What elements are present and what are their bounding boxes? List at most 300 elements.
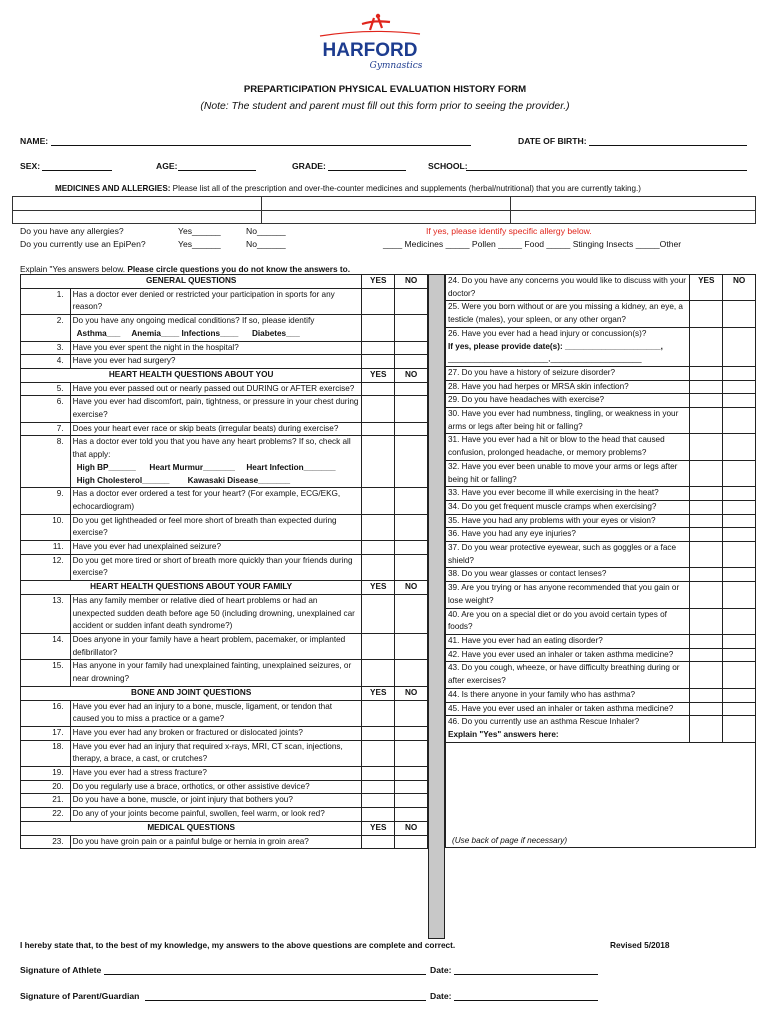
yes-answer-cell[interactable] (690, 327, 723, 366)
no-answer-cell[interactable] (723, 716, 756, 742)
yes-answer-cell[interactable] (362, 396, 395, 422)
form-note: (Note: The student and parent must fill out this form prior to seeing the provider.) (200, 101, 570, 112)
yes-answer-cell[interactable] (690, 648, 723, 662)
athlete-signature-field[interactable] (104, 965, 426, 975)
question-row (446, 542, 756, 568)
shaded-separator (428, 274, 445, 939)
yes-answer-cell[interactable] (362, 341, 395, 355)
no-column-header: NO (723, 275, 756, 301)
yes-column-header: YES (362, 821, 395, 835)
explain-instruction (20, 264, 350, 274)
section-header: GENERAL QUESTIONS (21, 275, 362, 289)
no-column-header: NO (395, 368, 428, 382)
yes-answer-cell[interactable] (690, 301, 723, 327)
no-column-header: NO (395, 821, 428, 835)
question-text (70, 780, 362, 794)
yes-answer-cell[interactable] (690, 582, 723, 608)
no-answer-cell[interactable] (395, 700, 428, 726)
question-label: Have you ever had discomfort, pain, tightness, or pressure in your chest during exercise? (72, 397, 359, 420)
question-number: 20. (21, 780, 71, 794)
no-answer-cell[interactable] (723, 408, 756, 434)
allergy-yes[interactable]: Yes______ (178, 226, 221, 236)
question-row (446, 582, 756, 608)
section-header: BONE AND JOINT QUESTIONS (21, 686, 362, 700)
question-label: Do you have groin pain or a painful bulge or hernia in groin area? (72, 836, 309, 846)
yes-answer-cell[interactable] (362, 382, 395, 396)
medicines-text: Please list all of the prescription and over-the-counter medicines and supplements (herbal/nutritional) that you are currently taking.) (172, 184, 642, 193)
yes-answer-cell[interactable] (362, 541, 395, 555)
sex-field[interactable] (42, 161, 112, 171)
question-label: Have you ever passed out or nearly passed out DURING or AFTER exercise? (72, 383, 355, 393)
no-answer-cell[interactable] (395, 355, 428, 369)
question-label: 29. Do you have headaches with exercise? (448, 395, 605, 405)
harford-logo (300, 12, 440, 74)
allergy-question: Do you have any allergies? (20, 226, 124, 236)
question-label: Has anyone in your family had unexplained fainting, unexplained seizures, or near drowning? (72, 661, 352, 684)
no-answer-cell[interactable] (723, 380, 756, 394)
question-row (446, 366, 756, 380)
question-row (21, 355, 428, 369)
yes-answer-cell[interactable] (362, 726, 395, 740)
no-answer-cell[interactable] (395, 315, 428, 341)
question-number: 6. (21, 396, 71, 422)
parent-signature-label: Signature of Parent/Guardian (20, 991, 140, 1001)
question-label: Have you ever had an injury to a bone, muscle, ligament, or tendon that caused you to miss a practice or a game? (72, 701, 333, 724)
yes-answer-cell[interactable] (362, 835, 395, 849)
yes-answer-cell[interactable] (362, 808, 395, 822)
question-label: Have you ever had any broken or fractured or dislocated joints? (72, 727, 303, 737)
question-text (70, 633, 362, 659)
question-row (446, 634, 756, 648)
section-header-row (21, 581, 428, 595)
question-row (446, 500, 756, 514)
question-number: 11. (21, 541, 71, 555)
yes-answer-cell[interactable] (690, 702, 723, 716)
question-number: 19. (21, 767, 71, 781)
parent-signature-field[interactable] (145, 991, 426, 1001)
question-row (446, 528, 756, 542)
question-text (70, 726, 362, 740)
question-label: Has a doctor ever told you that you have any heart problems? If so, check all that apply: (72, 437, 351, 460)
question-text (446, 275, 690, 301)
yes-answer-cell[interactable] (362, 794, 395, 808)
question-row (21, 315, 428, 341)
medicines-row-line (13, 210, 755, 211)
yes-answer-cell[interactable] (690, 460, 723, 486)
question-label: Do you get lightheaded or feel more short of breath than expected during exercise? (72, 515, 337, 538)
question-text (446, 688, 690, 702)
question-text (70, 422, 362, 436)
yes-answer-cell[interactable] (362, 767, 395, 781)
grade-field[interactable] (328, 161, 406, 171)
revised-date: Revised 5/2018 (610, 940, 670, 950)
no-answer-cell[interactable] (723, 688, 756, 702)
question-label: 44. Is there anyone in your family who has asthma? (448, 689, 636, 699)
question-text (446, 716, 690, 742)
yes-answer-cell[interactable] (362, 288, 395, 314)
question-text (446, 542, 690, 568)
question-row (446, 327, 756, 366)
question-label: 27. Do you have a history of seizure disorder? (448, 367, 616, 377)
question-text (446, 394, 690, 408)
no-answer-cell[interactable] (723, 542, 756, 568)
no-answer-cell[interactable] (723, 434, 756, 460)
yes-answer-cell[interactable] (362, 594, 395, 633)
no-answer-cell[interactable] (395, 541, 428, 555)
yes-answer-cell[interactable] (362, 700, 395, 726)
no-answer-cell[interactable] (723, 662, 756, 688)
question-label: 40. Are you on a special diet or do you avoid certain types of foods? (448, 609, 667, 632)
question-number: 23. (21, 835, 71, 849)
no-answer-cell[interactable] (723, 702, 756, 716)
question-row (446, 434, 756, 460)
question-number: 16. (21, 700, 71, 726)
question-row (446, 648, 756, 662)
explain-answers-area[interactable] (446, 742, 756, 848)
question-text (70, 436, 362, 488)
question-label: 43. Do you cough, wheeze, or have difficulty breathing during or after exercises? (448, 663, 680, 686)
question-number: 14. (21, 633, 71, 659)
question-text (70, 488, 362, 514)
question-row (21, 700, 428, 726)
question-row (21, 780, 428, 794)
question-label: 33. Have you ever become ill while exercising in the heat? (448, 488, 659, 498)
question-row (21, 794, 428, 808)
no-column-header: NO (395, 275, 428, 289)
question-number: 8. (21, 436, 71, 488)
question-label: 32. Have you ever been unable to move your arms or legs after being hit or falling? (448, 461, 678, 484)
yes-answer-cell[interactable] (690, 528, 723, 542)
question-text (70, 341, 362, 355)
no-answer-cell[interactable] (395, 726, 428, 740)
right-header-row (446, 275, 756, 301)
condition-options[interactable]: High Cholesterol______ Kawasaki Disease_______ (76, 475, 291, 485)
question-text (446, 528, 690, 542)
question-number: 3. (21, 341, 71, 355)
question-row (21, 382, 428, 396)
no-answer-cell[interactable] (723, 500, 756, 514)
no-answer-cell[interactable] (723, 327, 756, 366)
no-answer-cell[interactable] (395, 554, 428, 580)
left-question-table (20, 274, 428, 849)
question-row (21, 541, 428, 555)
no-answer-cell[interactable] (395, 436, 428, 488)
yes-answer-cell[interactable] (362, 633, 395, 659)
yes-answer-cell[interactable] (690, 608, 723, 634)
yes-answer-cell[interactable] (690, 568, 723, 582)
question-number: 1. (21, 288, 71, 314)
question-row (21, 660, 428, 686)
no-answer-cell[interactable] (395, 594, 428, 633)
yes-answer-cell[interactable] (362, 436, 395, 488)
concussion-dates-line[interactable]: ______________________,____________________ (448, 354, 642, 364)
question-number: 15. (21, 660, 71, 686)
dob-label: DATE OF BIRTH: (518, 136, 587, 146)
question-text (446, 380, 690, 394)
yes-answer-cell[interactable] (690, 366, 723, 380)
allergy-no[interactable]: No______ (246, 226, 286, 236)
question-text (446, 702, 690, 716)
question-label: Have you ever had unexplained seizure? (72, 542, 222, 552)
no-answer-cell[interactable] (723, 608, 756, 634)
sex-label: SEX: (20, 161, 41, 171)
allergy-type-list[interactable]: ____ Medicines _____ Pollen _____ Food _____ Stinging Insects _____Other (383, 239, 682, 249)
question-label: 42. Have you ever used an inhaler or taken asthma medicine? (448, 649, 674, 659)
section-header-row (21, 821, 428, 835)
age-field[interactable] (178, 161, 256, 171)
no-answer-cell[interactable] (395, 341, 428, 355)
question-row (21, 835, 428, 849)
no-answer-cell[interactable] (723, 582, 756, 608)
dob-field[interactable] (589, 136, 747, 146)
yes-answer-cell[interactable] (690, 688, 723, 702)
question-text (446, 460, 690, 486)
no-answer-cell[interactable] (395, 422, 428, 436)
question-row (446, 380, 756, 394)
question-row (446, 688, 756, 702)
parent-date-field[interactable] (454, 991, 598, 1001)
yes-answer-cell[interactable] (362, 660, 395, 686)
no-answer-cell[interactable] (395, 514, 428, 540)
question-row (446, 301, 756, 327)
question-label: 41. Have you ever had an eating disorder? (448, 635, 603, 645)
question-number: 10. (21, 514, 71, 540)
question-label: Has a doctor ever denied or restricted your participation in sports for any reason? (72, 289, 335, 312)
school-field[interactable] (466, 161, 747, 171)
question-label: 31. Have you ever had a hit or blow to the head that caused confusion, prolonged headache, or memory problems? (448, 435, 665, 458)
question-text (70, 700, 362, 726)
yes-answer-cell[interactable] (690, 514, 723, 528)
question-number: 17. (21, 726, 71, 740)
question-label: Do you regularly use a brace, orthotics, or other assistive device? (72, 781, 310, 791)
no-answer-cell[interactable] (395, 794, 428, 808)
question-text (70, 288, 362, 314)
question-label: 26. Have you ever had a head injury or concussion(s)? (448, 328, 647, 338)
question-label: Have you ever had an injury that required x-rays, MRI, CT scan, injections, therapy, a brace, a cast, or crutches? (72, 741, 343, 764)
athlete-date-field[interactable] (454, 965, 598, 975)
no-answer-cell[interactable] (723, 528, 756, 542)
question-text (446, 608, 690, 634)
question-row (446, 394, 756, 408)
question-number: 12. (21, 554, 71, 580)
question-number: 13. (21, 594, 71, 633)
question-text (70, 808, 362, 822)
question-row (21, 767, 428, 781)
question-number: 2. (21, 315, 71, 341)
condition-options[interactable]: High BP______ Heart Murmur_______ Heart Infection_______ (76, 462, 336, 472)
question-row (21, 436, 428, 488)
no-answer-cell[interactable] (395, 382, 428, 396)
yes-answer-cell[interactable] (690, 408, 723, 434)
explain-text: Explain "Yes answers below. (20, 264, 126, 274)
question-text (70, 514, 362, 540)
question-row (21, 726, 428, 740)
question-text (446, 408, 690, 434)
question-row (446, 662, 756, 688)
yes-answer-cell[interactable] (362, 315, 395, 341)
yes-answer-cell[interactable] (690, 434, 723, 460)
no-answer-cell[interactable] (395, 488, 428, 514)
yes-answer-cell[interactable] (690, 394, 723, 408)
question-row (446, 716, 756, 742)
question-row (21, 554, 428, 580)
question-row (21, 594, 428, 633)
no-column-header: NO (395, 686, 428, 700)
question-label: Does anyone in your family have a heart problem, pacemaker, or implanted defibrillator? (72, 634, 346, 657)
yes-answer-cell[interactable] (362, 554, 395, 580)
question-text (70, 740, 362, 766)
epipen-question: Do you currently use an EpiPen? (20, 239, 146, 249)
no-answer-cell[interactable] (723, 487, 756, 501)
question-text (446, 568, 690, 582)
section-header: HEART HEALTH QUESTIONS ABOUT YOU (21, 368, 362, 382)
yes-answer-cell[interactable] (690, 662, 723, 688)
allergy-identify: If yes, please identify specific allergy below. (426, 226, 592, 236)
question-label: 38. Do you wear glasses or contact lenses? (448, 569, 607, 579)
question-text (70, 835, 362, 849)
question-row (446, 702, 756, 716)
question-label: Have you ever had surgery? (72, 356, 176, 366)
no-answer-cell[interactable] (723, 514, 756, 528)
question-label: Have you ever had a stress fracture? (72, 768, 207, 778)
question-text (70, 396, 362, 422)
question-label: Do you have any ongoing medical conditions? If so, please identify (72, 316, 315, 326)
yes-answer-cell[interactable] (362, 780, 395, 794)
question-label: Do any of your joints become painful, swollen, feel warm, or look red? (72, 809, 325, 819)
question-text (70, 794, 362, 808)
question-row (21, 808, 428, 822)
no-answer-cell[interactable] (395, 835, 428, 849)
question-text (446, 327, 690, 366)
yes-answer-cell[interactable] (362, 514, 395, 540)
logo-text: HARFORD (322, 40, 418, 61)
question-label: Has a doctor ever ordered a test for your heart? (For example, ECG/EKG, echocardiogram) (72, 489, 341, 511)
question-text (70, 541, 362, 555)
no-answer-cell[interactable] (395, 660, 428, 686)
question-text (446, 514, 690, 528)
question-label: 35. Have you had any problems with your eyes or vision? (448, 515, 656, 525)
question-row (446, 460, 756, 486)
question-text (70, 554, 362, 580)
question-text (446, 434, 690, 460)
medicines-box[interactable] (12, 196, 756, 224)
question-number: 4. (21, 355, 71, 369)
question-row (21, 633, 428, 659)
question-text (446, 301, 690, 327)
no-answer-cell[interactable] (395, 633, 428, 659)
question-label: Have you ever spent the night in the hospital? (72, 342, 239, 352)
medicines-label: MEDICINES AND ALLERGIES: (55, 184, 171, 193)
name-label: NAME: (20, 136, 49, 146)
question-label: 34. Do you get frequent muscle cramps when exercising? (448, 501, 657, 511)
question-number: 21. (21, 794, 71, 808)
yes-column-header: YES (362, 368, 395, 382)
question-text (70, 315, 362, 341)
yes-answer-cell[interactable] (690, 716, 723, 742)
yes-answer-cell[interactable] (690, 634, 723, 648)
section-header-row (21, 686, 428, 700)
yes-answer-cell[interactable] (690, 487, 723, 501)
no-answer-cell[interactable] (723, 301, 756, 327)
no-answer-cell[interactable] (395, 740, 428, 766)
question-number: 18. (21, 740, 71, 766)
question-label: 24. Do you have any concerns you would like to discuss with your doctor? (448, 276, 687, 298)
question-label: 37. Do you wear protective eyewear, such as goggles or a face shield? (448, 543, 677, 565)
no-answer-cell[interactable] (395, 780, 428, 794)
yes-answer-cell[interactable] (690, 380, 723, 394)
certification-statement: I hereby state that, to the best of my knowledge, my answers to the above questions are complete and correct. (20, 940, 456, 950)
question-row (21, 514, 428, 540)
question-number: 5. (21, 382, 71, 396)
yes-column-header: YES (362, 275, 395, 289)
form-title: PREPARTICIPATION PHYSICAL EVALUATION HISTORY FORM (243, 84, 527, 95)
question-label: Do you have a bone, muscle, or joint injury that bothers you? (72, 795, 293, 805)
age-label: AGE: (156, 161, 178, 171)
question-text (70, 594, 362, 633)
name-field[interactable] (51, 136, 471, 146)
question-text (446, 582, 690, 608)
question-row (21, 288, 428, 314)
yes-answer-cell[interactable] (690, 542, 723, 568)
no-answer-cell[interactable] (723, 568, 756, 582)
no-answer-cell[interactable] (723, 634, 756, 648)
question-row (446, 487, 756, 501)
yes-column-header: YES (362, 686, 395, 700)
question-label: 46. Do you currently use an asthma Rescue Inhaler? (448, 717, 640, 727)
no-answer-cell[interactable] (395, 808, 428, 822)
question-label: Does your heart ever race or skip beats (irregular beats) during exercise? (72, 423, 339, 433)
yes-answer-cell[interactable] (362, 488, 395, 514)
question-label: 28. Have you had herpes or MRSA skin infection? (448, 381, 629, 391)
no-answer-cell[interactable] (723, 648, 756, 662)
question-label: 25. Were you born without or are you missing a kidney, an eye, a testicle (males), your spleen, or any other organ? (448, 302, 683, 325)
no-answer-cell[interactable] (723, 460, 756, 486)
no-answer-cell[interactable] (723, 394, 756, 408)
yes-answer-cell[interactable] (362, 740, 395, 766)
question-row (21, 488, 428, 514)
epipen-yes[interactable]: Yes______ (178, 239, 221, 249)
yes-answer-cell[interactable] (362, 355, 395, 369)
question-text (446, 500, 690, 514)
epipen-no[interactable]: No______ (246, 239, 286, 249)
no-answer-cell[interactable] (395, 288, 428, 314)
question-text (446, 634, 690, 648)
back-of-page-note: (Use back of page if necessary) (452, 835, 568, 845)
section-header-row (21, 275, 428, 289)
question-label: 36. Have you had any eye injuries? (448, 529, 576, 539)
no-column-header: NO (395, 581, 428, 595)
concussion-dates-label[interactable]: If yes, please provide date(s): _____________________, (448, 341, 663, 351)
question-label: 39. Are you trying or has anyone recommended that you gain or lose weight? (448, 583, 680, 605)
section-header-row (21, 368, 428, 382)
athlete-signature-label: Signature of Athlete (20, 965, 102, 975)
question-text (446, 487, 690, 501)
no-answer-cell[interactable] (723, 366, 756, 380)
medicines-line (55, 184, 641, 193)
yes-answer-cell[interactable] (362, 422, 395, 436)
yes-column-header: YES (362, 581, 395, 595)
question-row (446, 514, 756, 528)
question-label: Has any family member or relative died of heart problems or had an unexpected sudden death before age 50 (including drowning, unexplained car accident or sudden infant death syndrome?) (72, 595, 355, 631)
section-header: HEART HEALTH QUESTIONS ABOUT YOUR FAMILY (21, 581, 362, 595)
question-text (446, 648, 690, 662)
parent-date-label: Date: (430, 991, 452, 1001)
condition-options[interactable]: Asthma___ Anemia____ Infections____ Diabetes___ (76, 328, 300, 338)
yes-answer-cell[interactable] (690, 500, 723, 514)
no-answer-cell[interactable] (395, 767, 428, 781)
no-answer-cell[interactable] (395, 396, 428, 422)
question-row (21, 341, 428, 355)
